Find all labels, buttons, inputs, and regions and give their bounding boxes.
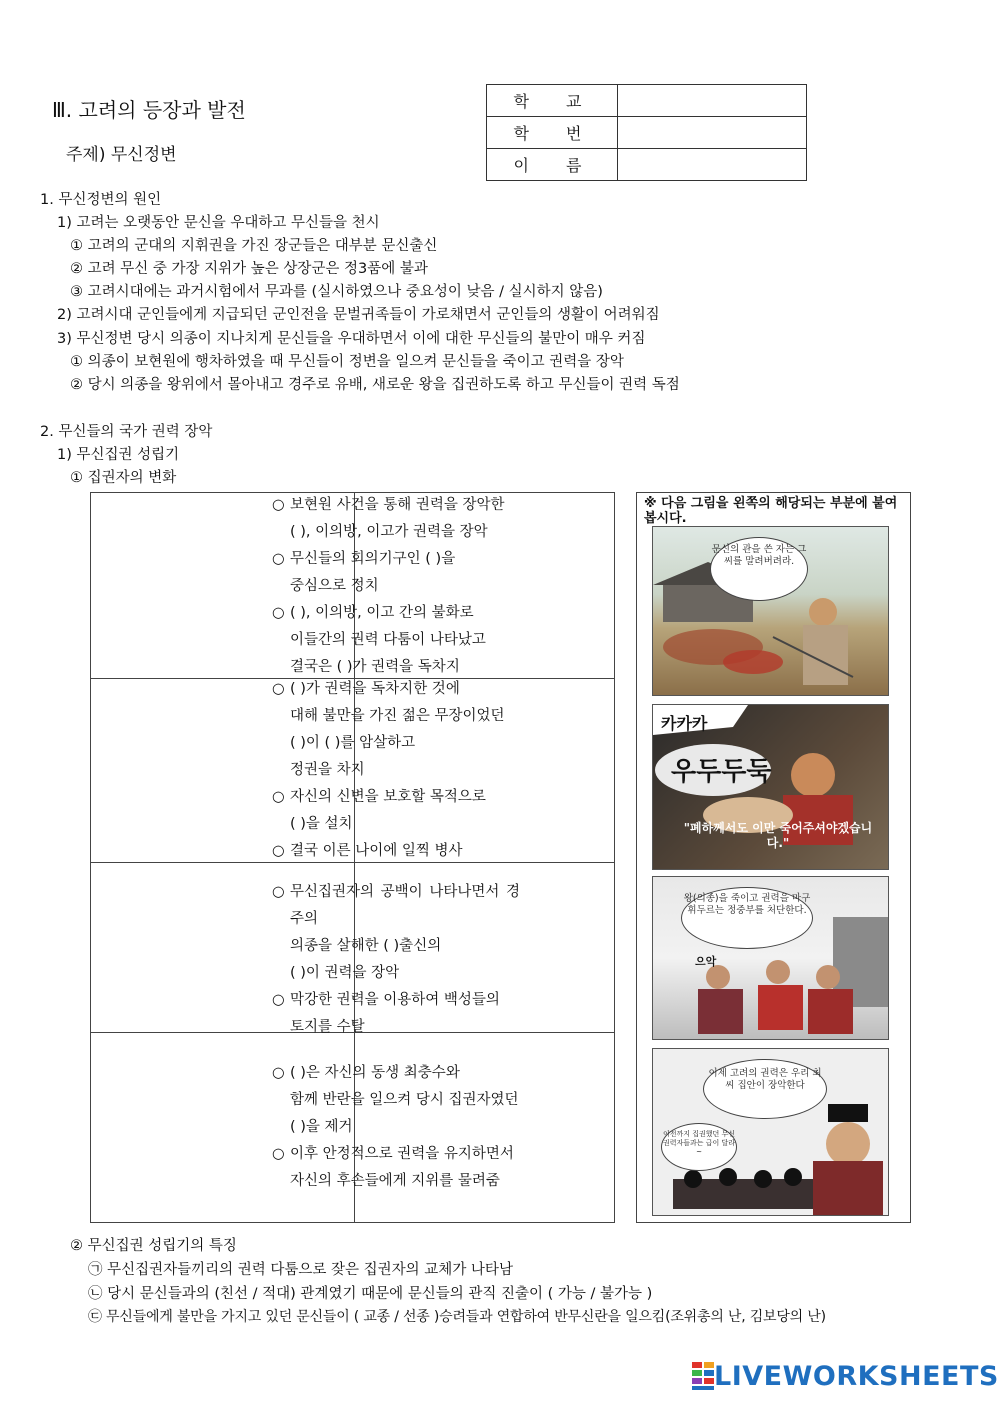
info-label-school: 학 교 [487,85,618,117]
speech-caption: "폐하께서도 이만 죽어주셔야겠습니다." [683,821,873,850]
sound-effect-text: 으악 [695,955,717,968]
speech-bubble: 문신의 관을 쓴 자는 그 씨를 말려버려라. [710,537,808,601]
speech-bubble: 이제 고려의 권력은 우리 최씨 집안이 장악한다 [703,1059,827,1119]
feature-line: ㉡ 당시 문신들과의 (친선 / 적대) 관계였기 때문에 문신들의 관직 진출이 ( 가능 / 불가능 ) [88,1286,653,1302]
section1-line: 3) 무신정변 당시 의종이 지나치게 문신들을 우대하면서 이에 대한 무신들의 불만이 매우 커짐 [57,331,646,347]
cartoon-panel-3[interactable] [652,876,889,1040]
student-info-table [486,84,807,181]
feature-line: ㉢ 무신들에게 불만을 가지고 있던 문신들이 ( 교종 / 선종 )승려들과 연합하여 반무신란을 일으킴(조위총의 난, 김보당의 난) [88,1309,826,1325]
sound-effect-text: 우두두둑 [671,757,772,787]
page-title: Ⅲ. 고려의 등장과 발전 [52,98,246,122]
description-cell-3: ○ 무신집권자의 공백이 나타나면서 경주의 의종을 살해한 ( )출신의 ( )이 권력을 장악 ○ 막강한 권력을 이용하여 백성들의 토지를 수탈 [272,884,520,1035]
logo-text: LIVEWORKSHEETS [714,1360,999,1392]
section1-line: 2) 고려시대 군인들에게 지급되던 군인전을 문벌귀족들이 가로채면서 군인들의 생활이 어려워짐 [57,307,660,323]
logo-mark-icon [692,1362,714,1390]
section1-line: ② 고려 무신 중 가장 지위가 높은 상장군은 정3품에 불과 [70,261,428,277]
liveworksheets-logo [692,1361,999,1391]
speech-bubble: 왕(의종)을 죽이고 권력을 마구 휘두르는 정중부를 처단한다. [681,887,813,949]
description-cell-2: ○ ( )가 권력을 독차지한 것에 대해 불만을 가진 젊은 무장이었던 ( )이 ( )를 암살하고 정권을 차지 ○ 자신의 신변을 보호할 목적으로 ( )을 설치 ○ 결국 이른 나이에 일찍 병사 [272,681,505,859]
cartoon-panel-2[interactable] [652,704,889,870]
description-cell-4: ○ ( )은 자신의 동생 최충수와 함께 반란을 일으켜 당시 집권자였던 ( )을 제거 ○ 이후 안정적으로 권력을 유지하면서 자신의 후손들에게 지위를 물려줌 [272,1065,519,1189]
section2-heading: 2. 무신들의 국가 권력 장악 [40,424,213,440]
instruction-note: ※ 다음 그림을 왼쪽의 해당되는 부분에 붙여 봅시다. [644,496,898,526]
cartoon-panel-1[interactable] [652,526,889,696]
cartoon-panel-4[interactable] [652,1048,889,1216]
info-field-school[interactable] [618,85,807,117]
section1-line: ① 의종이 보현원에 행차하였을 때 무신들이 정변을 일으켜 문신들을 죽이고 권력을 장악 [70,354,624,370]
info-field-name[interactable] [618,149,807,181]
section1-line: 1) 고려는 오랫동안 문신을 우대하고 무신들을 천시 [57,215,380,231]
description-cell-1: ○ 보현원 사건을 통해 권력을 장악한 ( ), 이의방, 이고가 권력을 장악 ○ 무신들의 회의기구인 ( )을 중심으로 정치 ○ ( ), 이의방, 이고 간의 불화로 이들간의 권력 다툼이 나타났고 결국은 ( )가 권력을 독차지 [272,497,505,675]
info-field-number[interactable] [618,117,807,149]
section1-line: ③ 고려시대에는 과거시험에서 무과를 (실시하였으나 중요성이 낮음 / 실시하지 않음) [70,284,603,300]
speech-bubble: 이전까지 집권했던 무신 권력자들과는 급이 달라~ [661,1123,737,1171]
info-label-number: 학 번 [487,117,618,149]
topic-label: 주제) 무신정변 [66,145,177,165]
section2-sub1: 1) 무신집권 성립기 [57,447,180,463]
sound-effect-text: 카카카 [661,714,708,733]
feature-line: ㉠ 무신집권자들끼리의 권력 다툼으로 잦은 집권자의 교체가 나타남 [88,1262,513,1278]
section1-line: ① 고려의 군대의 지휘권을 가진 장군들은 대부분 문신출신 [70,238,438,254]
section1-line: ② 당시 의종을 왕위에서 몰아내고 경주로 유배, 새로운 왕을 집권하도록 하고 무신들이 권력 독점 [70,377,680,393]
section1-heading: 1. 무신정변의 원인 [40,192,162,208]
section2-sub1a: ① 집권자의 변화 [70,470,177,486]
section2-sub2: ② 무신집권 성립기의 특징 [70,1238,237,1254]
info-label-name: 이 름 [487,149,618,181]
